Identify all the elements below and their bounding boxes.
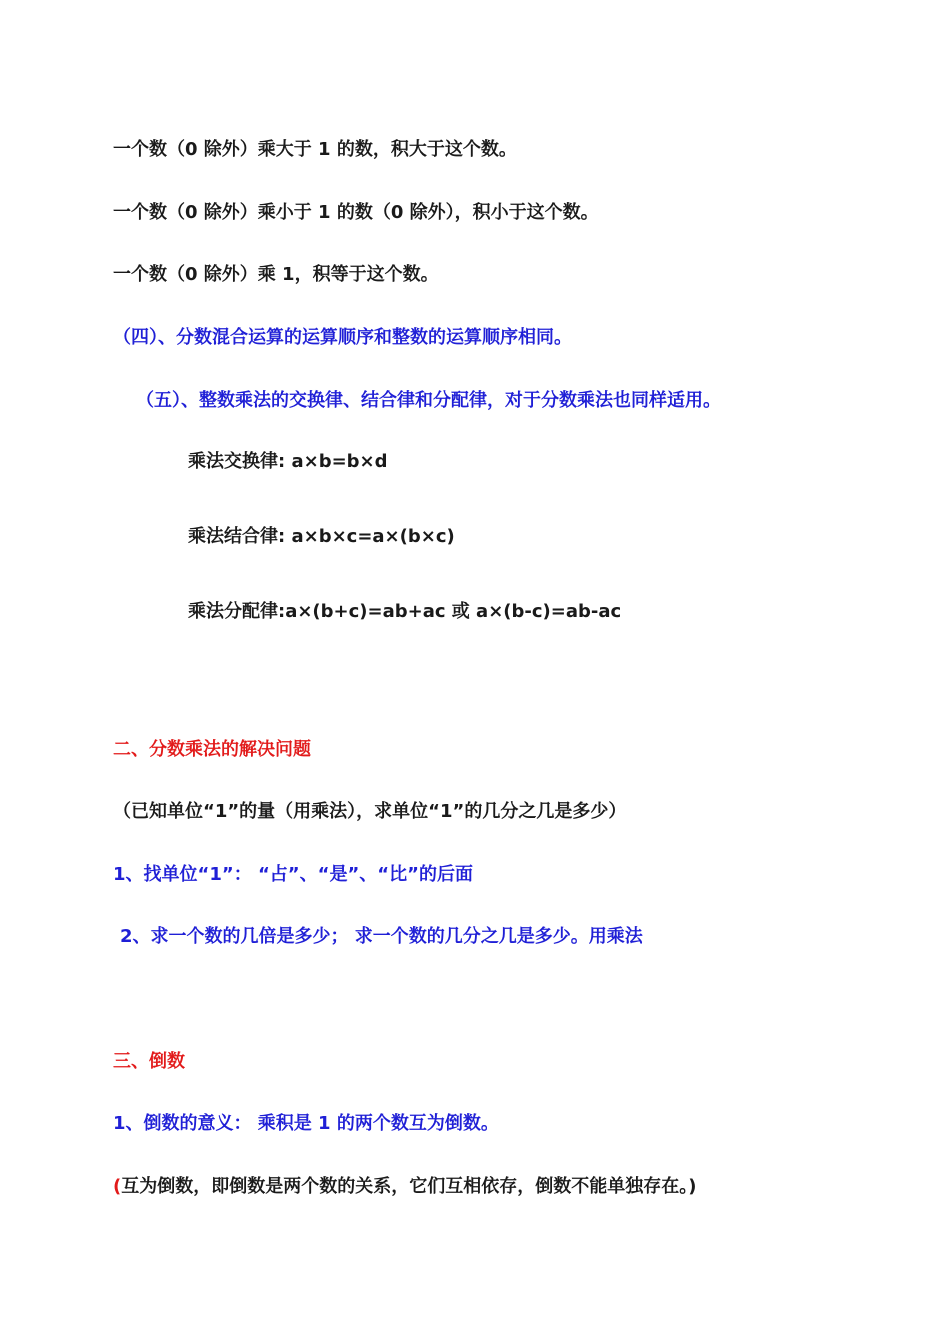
reciprocal-definition: 1、倒数的意义： 乘积是 1 的两个数互为倒数。 bbox=[113, 1113, 499, 1134]
commutative-law: 乘法交换律: a×b=b×d bbox=[188, 451, 388, 472]
reciprocal-note-text: 互为倒数，即倒数是两个数的关系，它们互相依存，倒数不能单独存在。) bbox=[121, 1176, 697, 1197]
section-five-heading: （五）、整数乘法的交换律、结合律和分配律，对于分数乘法也同样适用。 bbox=[136, 390, 721, 411]
problem-solving-note: （已知单位“1”的量（用乘法），求单位“1”的几分之几是多少） bbox=[113, 801, 627, 822]
reciprocal-note-open-paren: ( bbox=[113, 1176, 122, 1197]
chapter-two-heading: 二、分数乘法的解决问题 bbox=[113, 739, 311, 760]
rule-greater-than-one: 一个数（0 除外）乘大于 1 的数，积大于这个数。 bbox=[113, 139, 517, 160]
chapter-three-heading: 三、倒数 bbox=[113, 1051, 185, 1072]
rule-less-than-one: 一个数（0 除外）乘小于 1 的数（0 除外），积小于这个数。 bbox=[113, 202, 599, 223]
use-multiplication: 2、求一个数的几倍是多少； 求一个数的几分之几是多少。用乘法 bbox=[120, 926, 643, 947]
rule-equal-one: 一个数（0 除外）乘 1，积等于这个数。 bbox=[113, 264, 439, 285]
distributive-law: 乘法分配律:a×(b+c)=ab+ac 或 a×(b-c)=ab-ac bbox=[188, 601, 622, 622]
section-four-heading: （四）、分数混合运算的运算顺序和整数的运算顺序相同。 bbox=[113, 327, 572, 348]
find-unit-one: 1、找单位“1”： “占”、“是”、“比”的后面 bbox=[113, 864, 473, 885]
associative-law: 乘法结合律: a×b×c=a×(b×c) bbox=[188, 526, 455, 547]
reciprocal-note bbox=[113, 1175, 696, 1199]
